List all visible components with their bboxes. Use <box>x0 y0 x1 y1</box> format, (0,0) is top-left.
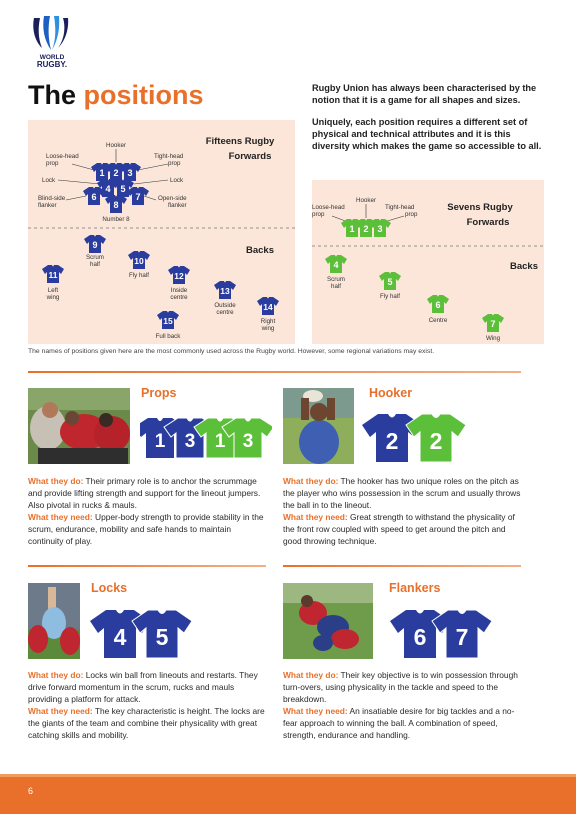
intro-paragraph-1: Rugby Union has always been characterised by the notion that it is a game for all shapes and sizes. <box>312 83 537 105</box>
flankers-jerseys <box>384 606 496 665</box>
sevens-label-wing: Wing <box>485 335 501 342</box>
label-tighthead: Tight-head <box>154 153 184 160</box>
svg-text:2: 2 <box>429 428 443 454</box>
svg-text:1: 1 <box>99 168 105 178</box>
label-insidecentre-2: centre <box>170 294 188 301</box>
label-scrumhalf: Scrum <box>86 254 104 261</box>
label-openside: Open-side <box>158 195 187 202</box>
positions-footnote: The names of positions given here are the most commonly used across the Rugby world. However, some regional variations may exist. <box>28 348 435 355</box>
svg-text:9: 9 <box>92 240 98 250</box>
props-title: Props <box>141 386 177 400</box>
page-number: 6 <box>28 786 34 796</box>
svg-text:5: 5 <box>387 277 393 287</box>
label-fullback: Full back <box>155 333 181 340</box>
sevens-label-scrumhalf-2: half <box>331 283 341 290</box>
label-loosehead-2: prop <box>46 160 59 167</box>
sevens-jersey-7 <box>482 314 504 332</box>
intro-text <box>312 82 542 162</box>
jersey-13 <box>214 281 236 299</box>
svg-text:8: 8 <box>113 200 119 210</box>
sevens-jersey-6 <box>427 295 449 313</box>
label-loosehead: Loose-head <box>46 153 79 160</box>
sevens-label-flyhalf: Fly half <box>380 293 400 300</box>
svg-text:6: 6 <box>413 624 427 650</box>
sevens-label-loosehead-2: prop <box>312 211 325 218</box>
svg-text:4: 4 <box>113 624 127 650</box>
sevens-diagram <box>312 180 544 344</box>
label-leftwing: Left <box>47 287 59 294</box>
flankers-jersey-7 <box>432 610 492 658</box>
flankers-title: Flankers <box>389 581 441 595</box>
svg-text:3: 3 <box>184 431 196 452</box>
jersey-8 <box>105 195 127 213</box>
divider <box>283 565 521 567</box>
locks-title: Locks <box>91 581 128 595</box>
sevens-backs-heading: Backs <box>510 261 538 272</box>
svg-text:12: 12 <box>174 271 184 281</box>
label-rightwing-2: wing <box>261 325 275 332</box>
label-hooker: Hooker <box>106 142 126 149</box>
svg-text:6: 6 <box>435 300 441 310</box>
sevens-label-tighthead: Tight-head <box>385 204 415 211</box>
label-openside-2: flanker <box>168 202 187 209</box>
label-leftwing-2: wing <box>46 294 60 301</box>
svg-text:2: 2 <box>385 428 399 454</box>
label-outsidecentre: Outside <box>214 302 236 309</box>
svg-text:13: 13 <box>220 286 230 296</box>
jersey-11 <box>42 265 64 283</box>
hooker-jerseys <box>360 410 472 469</box>
intro-paragraph-2: Uniquely, each position requires a different set of physical and technical attributes and it is this diversity which makes the game so accessible to all. <box>312 117 542 151</box>
svg-text:14: 14 <box>263 302 273 312</box>
jersey-9 <box>84 235 106 253</box>
svg-text:3: 3 <box>377 224 383 234</box>
fifteens-backs-heading: Backs <box>246 245 274 256</box>
page-title: The positions <box>28 80 204 110</box>
sevens-jersey-3 <box>369 219 391 237</box>
svg-text:5: 5 <box>155 624 169 650</box>
svg-text:1: 1 <box>154 431 166 452</box>
flankers-description: What they do: Their key objective is to win possession through turn-overs, using physicality in the tackle and speed to the breakdown. What they need: An insatiable desire for big tackles and a no-fear approach to winning the ball. A combination of speed, strength, endurance and handling. <box>283 670 518 740</box>
jersey-3 <box>119 163 141 181</box>
label-blindside-2: flanker <box>38 202 57 209</box>
sevens-label-tighthead-2: prop <box>405 211 418 218</box>
label-lock-right: Lock <box>170 177 184 184</box>
locks-photo <box>28 583 80 659</box>
svg-text:2: 2 <box>113 168 119 178</box>
locks-description: What they do: Locks win ball from lineouts and restarts. They drive forward momentum in the scrum, rucks and mauls providing a platform for attack. What they need: The key characteristic is height. The locks are the giants of the team and combine their physicality with great catching skills and mobility. <box>28 670 265 740</box>
label-blindside: Blind-side <box>38 195 66 202</box>
sevens-label-scrumhalf: Scrum <box>327 276 345 283</box>
hooker-title: Hooker <box>369 386 413 400</box>
jersey-7 <box>127 187 149 205</box>
hooker-photo <box>283 388 354 464</box>
sevens-forwards-heading: Forwards <box>466 217 510 228</box>
label-outsidecentre-2: centre <box>216 309 234 316</box>
divider <box>28 371 521 373</box>
fifteens-forwards-heading: Forwards <box>228 151 272 162</box>
sevens-jersey-5 <box>379 272 401 290</box>
props-photo <box>28 388 130 464</box>
svg-text:6: 6 <box>91 192 97 202</box>
label-lock-left: Lock <box>42 177 56 184</box>
sevens-label-centre: Centre <box>428 317 448 324</box>
label-scrumhalf-2: half <box>90 261 100 268</box>
divider <box>28 565 266 567</box>
sevens-label-hooker: Hooker <box>356 197 376 204</box>
locks-jersey-5 <box>132 610 192 658</box>
svg-text:3: 3 <box>242 431 254 452</box>
hooker-description: What they do: The hooker has two unique roles on the pitch as the player who wins possession in the scrum and usually throws the ball in to the lineout. What they need: Great strength to withstand the physicality of the front row coupled with speed to get around the pitch and good throwing technique. <box>283 476 521 546</box>
props-jerseys <box>140 414 272 467</box>
footer-band <box>0 774 576 814</box>
svg-text:7: 7 <box>490 319 496 329</box>
jersey-12 <box>168 266 190 284</box>
label-flyhalf: Fly half <box>129 272 149 279</box>
svg-text:15: 15 <box>163 316 173 326</box>
svg-text:3: 3 <box>127 168 133 178</box>
jersey-6 <box>83 187 105 205</box>
svg-text:11: 11 <box>48 270 58 280</box>
svg-text:7: 7 <box>455 624 469 650</box>
logo-wordmark: WORLD RUGBY. <box>36 54 68 69</box>
fifteens-diagram <box>28 120 295 344</box>
svg-text:10: 10 <box>134 256 144 266</box>
jersey-14 <box>257 297 279 315</box>
sevens-heading: Sevens Rugby <box>447 202 513 213</box>
svg-text:7: 7 <box>135 192 141 202</box>
sevens-jersey-4 <box>325 255 347 273</box>
label-tighthead-2: prop <box>168 160 181 167</box>
jersey-15 <box>157 311 179 329</box>
label-number8: Number 8 <box>102 216 130 223</box>
svg-text:4: 4 <box>333 260 339 270</box>
fifteens-heading: Fifteens Rugby <box>205 136 275 147</box>
sevens-label-loosehead: Loose-head <box>312 204 345 211</box>
jersey-10 <box>128 251 150 269</box>
props-description: What they do: Their primary role is to anchor the scrummage and provide lifting strength and support for the lineout jumpers. Also pivotal in rucks & mauls. What they need: Upper-body strength to provide stability in the scrum, endurance, mobility and safe hands to maintain continuity of play. <box>28 476 264 546</box>
svg-text:2: 2 <box>363 224 369 234</box>
flankers-photo <box>283 583 373 659</box>
locks-jerseys <box>86 606 198 665</box>
svg-text:1: 1 <box>349 224 355 234</box>
svg-text:5: 5 <box>120 184 126 194</box>
hooker-sevens-jersey-2 <box>406 414 466 462</box>
label-rightwing: Right <box>260 318 276 325</box>
svg-text:4: 4 <box>105 184 111 194</box>
svg-text:1: 1 <box>214 431 226 452</box>
label-insidecentre: Inside <box>170 287 188 294</box>
